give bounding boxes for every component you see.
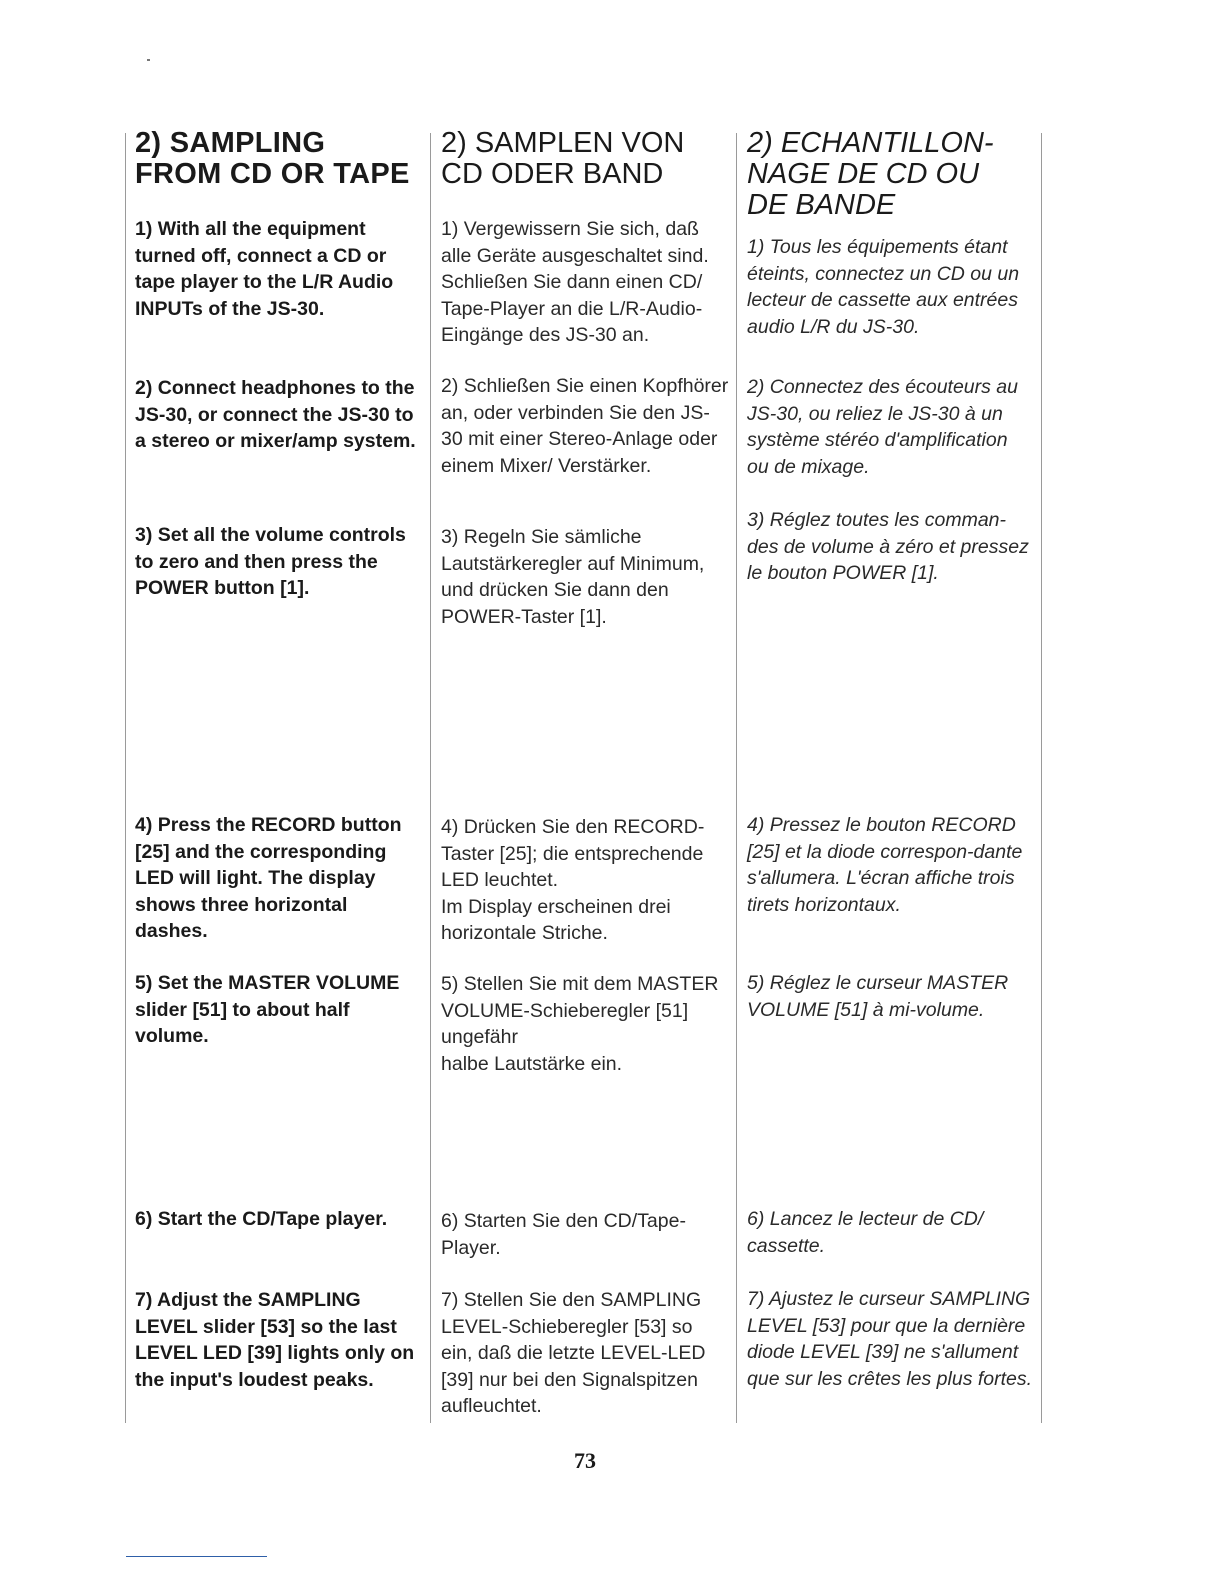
german-step-5: 5) Stellen Sie mit dem MASTER VOLUME-Schieberegler [51] ungefähr halbe Lautstärke ein.: [441, 973, 719, 1075]
english-step-4: 4) Press the RECORD button [25] and the corresponding LED will light. The display shows three horizontal dashes.: [135, 814, 402, 942]
french-step-6: 6) Lancez le lecteur de CD/ cassette.: [747, 1208, 984, 1257]
french-step-7: 7) Ajustez le curseur SAMPLING LEVEL [53] pour que la dernière diode LEVEL [39] ne s'allument que sur les crêtes les plus fortes.: [747, 1288, 1033, 1390]
french-step-3: 3) Réglez toutes les comman-des de volume à zéro et pressez le bouton POWER [1].: [747, 509, 1029, 584]
english-step-2: 2) Connect headphones to the JS-30, or connect the JS-30 to a stereo or mixer/amp system.: [135, 377, 416, 452]
english-step-6: 6) Start the CD/Tape player.: [135, 1208, 388, 1230]
german-step-4: 4) Drücken Sie den RECORD-Taster [25]; die entsprechende LED leuchtet. Im Display erscheinen drei horizontale Striche.: [441, 816, 705, 944]
column-divider: [1041, 133, 1042, 1423]
english-heading: 2) SAMPLING FROM CD OR TAPE: [135, 127, 410, 190]
column-divider: [125, 133, 126, 1423]
german-column: [441, 128, 729, 1418]
french-step-4: 4) Pressez le bouton RECORD [25] et la diode correspon-dante s'allumera. L'écran affiche trois tirets horizontaux.: [747, 814, 1023, 916]
english-step-1: 1) With all the equipment turned off, connect a CD or tape player to the L/R Audio INPUTs of the JS-30.: [135, 218, 394, 320]
german-step-2: 2) Schließen Sie einen Kopfhörer an, oder verbinden Sie den JS-30 mit einer Stereo-Anlage oder einem Mixer/ Verstärker.: [441, 375, 729, 477]
german-step-1: 1) Vergewissern Sie sich, daß alle Geräte ausgeschaltet sind. Schließen Sie dann einen CD/ Tape-Player an die L/R-Audio-Eingänge des JS-30 an.: [441, 218, 709, 346]
english-step-3: 3) Set all the volume controls to zero and then press the POWER button [1].: [135, 524, 406, 599]
german-step-7: 7) Stellen Sie den SAMPLING LEVEL-Schieberegler [53] so ein, daß die letzte LEVEL-LED [39] nur bei den Signalspitzen aufleuchtet.: [441, 1289, 706, 1417]
page-number: 73: [574, 1448, 596, 1473]
french-step-1: 1) Tous les équipements étant éteints, connectez un CD ou un lecteur de cassette aux entrées audio L/R du JS-30.: [747, 236, 1020, 338]
column-divider: [430, 133, 431, 1423]
german-step-3: 3) Regeln Sie sämliche Lautstärkeregler auf Minimum, und drücken Sie dann den POWER-Taster [1].: [441, 526, 705, 628]
german-step-6: 6) Starten Sie den CD/Tape-Player.: [441, 1210, 686, 1259]
french-step-5: 5) Réglez le curseur MASTER VOLUME [51] à mi-volume.: [747, 972, 1009, 1021]
german-heading: 2) SAMPLEN VON CD ODER BAND: [441, 127, 685, 190]
english-column: [135, 128, 425, 1418]
french-column: [747, 128, 1034, 1418]
english-step-7: 7) Adjust the SAMPLING LEVEL slider [53] so the last LEVEL LED [39] lights only on the input's loudest peaks.: [135, 1289, 415, 1391]
english-step-5: 5) Set the MASTER VOLUME slider [51] to about half volume.: [135, 972, 400, 1047]
footer-rule: [126, 1556, 267, 1557]
french-step-2: 2) Connectez des écouteurs au JS-30, ou reliez le JS-30 à un système stéréo d'amplification ou de mixage.: [747, 376, 1019, 478]
french-heading: 2) ECHANTILLON- NAGE DE CD OU DE BANDE: [747, 127, 994, 221]
column-divider: [736, 133, 737, 1423]
page-dot: [147, 59, 150, 61]
